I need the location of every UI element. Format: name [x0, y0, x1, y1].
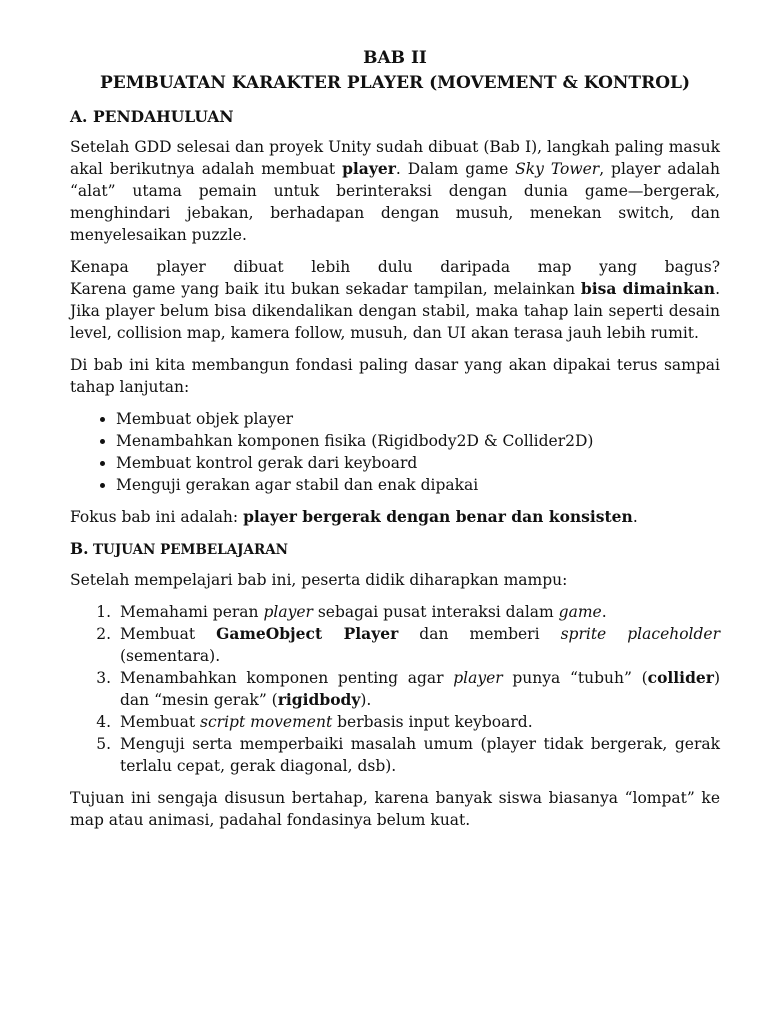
bold-text: GameObject Player	[216, 624, 399, 643]
list-item: • Menambahkan komponen fisika (Rigidbody2D & Collider2D)	[116, 430, 720, 452]
italic-text: sprite placeholder	[560, 625, 721, 643]
text-run: Membuat	[120, 713, 201, 731]
intro-paragraph	[70, 136, 720, 246]
objectives-intro: Setelah mempelajari bab ini, peserta didik diharapkan mampu:	[70, 571, 568, 589]
text-run: dan memberi	[398, 625, 561, 643]
foundation-paragraph: Di bab ini kita membangun fondasi paling dasar yang akan dipakai terus sampai tahap lanjutan:	[70, 356, 720, 396]
text-run: punya “tubuh” (	[502, 669, 648, 687]
italic-text: Sky Tower	[515, 160, 600, 178]
closing-paragraph: Tujuan ini sengaja disusun bertahap, karena banyak siswa biasanya “lompat” ke map atau animasi, padahal fondasinya belum kuat.	[70, 789, 720, 829]
text-run: sebagai pusat interaksi dalam	[312, 603, 559, 621]
bold-text: bisa dimainkan	[580, 279, 716, 298]
document-page	[70, 46, 720, 841]
text-run: Fokus bab ini adalah:	[70, 508, 244, 526]
list-item: • Membuat kontrol gerak dari keyboard	[116, 452, 720, 474]
text-run: (sementara).	[120, 647, 221, 665]
section-a-letter: A.	[70, 107, 88, 126]
text-run: berbasis input keyboard.	[332, 713, 533, 731]
text-run: . Jika player belum bisa dikendalikan dengan stabil, maka tahap lain seperti desain level, collision map, kamera follow, musuh, dan UI akan terasa jauh lebih rumit.	[70, 280, 720, 342]
list-item: • Menguji gerakan agar stabil dan enak dipakai	[116, 474, 720, 496]
text-run: Memahami peran	[120, 603, 264, 621]
text-run: ).	[360, 691, 372, 709]
text-run: , player adalah “alat” utama pemain untuk berinteraksi dengan dunia game—bergerak, menghindari jebakan, berhadapan dengan musuh, menekan switch, dan menyelesaikan puzzle.	[70, 160, 720, 244]
foundation-list	[70, 408, 720, 496]
question-line: Kenapa player dibuat lebih dulu daripada map yang bagus?	[70, 258, 720, 276]
focus-paragraph	[70, 506, 720, 528]
text-run: .	[601, 603, 607, 621]
answer-paragraph	[70, 278, 720, 344]
text-run: Setelah GDD selesai dan proyek Unity sudah dibuat (Bab I), langkah paling masuk akal berikutnya adalah membuat	[70, 138, 720, 178]
text-run: Menguji serta memperbaiki masalah umum (player tidak bergerak, gerak terlalu cepat, gerak diagonal, dsb).	[120, 735, 720, 775]
italic-text: player	[263, 603, 313, 621]
section-b-title: TUJUAN PEMBELAJARAN	[93, 542, 289, 558]
text-run: . Dalam game	[395, 160, 516, 178]
list-item	[116, 667, 720, 711]
text-run: Menambahkan komponen penting agar	[120, 669, 454, 687]
bold-text: rigidbody	[277, 690, 361, 709]
section-b-letter: B.	[70, 539, 89, 558]
text-run: Membuat	[120, 625, 217, 643]
chapter-title: PEMBUATAN KARAKTER PLAYER (MOVEMENT & KONTROL)	[99, 73, 691, 93]
italic-text: player	[453, 669, 503, 687]
list-item	[116, 733, 720, 777]
list-item: • Membuat objek player	[116, 408, 720, 430]
bold-text: player	[342, 159, 396, 178]
section-b-heading	[70, 538, 720, 561]
chapter-label: BAB II	[363, 48, 427, 68]
list-item	[116, 623, 720, 667]
italic-text: script movement	[200, 713, 333, 731]
section-a-title: PENDAHULUAN	[93, 107, 234, 126]
list-item	[116, 711, 720, 733]
italic-text: game	[558, 603, 602, 621]
list-item	[116, 601, 720, 623]
bold-text: player bergerak dengan benar dan konsisten	[243, 507, 633, 526]
objectives-list	[70, 601, 720, 777]
text-run: ) dan “mesin gerak” (	[120, 669, 720, 709]
bold-text: collider	[647, 668, 714, 687]
text-run: .	[632, 508, 638, 526]
section-a-heading	[70, 106, 720, 128]
text-run: Karena game yang baik itu bukan sekadar tampilan, melainkan	[70, 280, 581, 298]
